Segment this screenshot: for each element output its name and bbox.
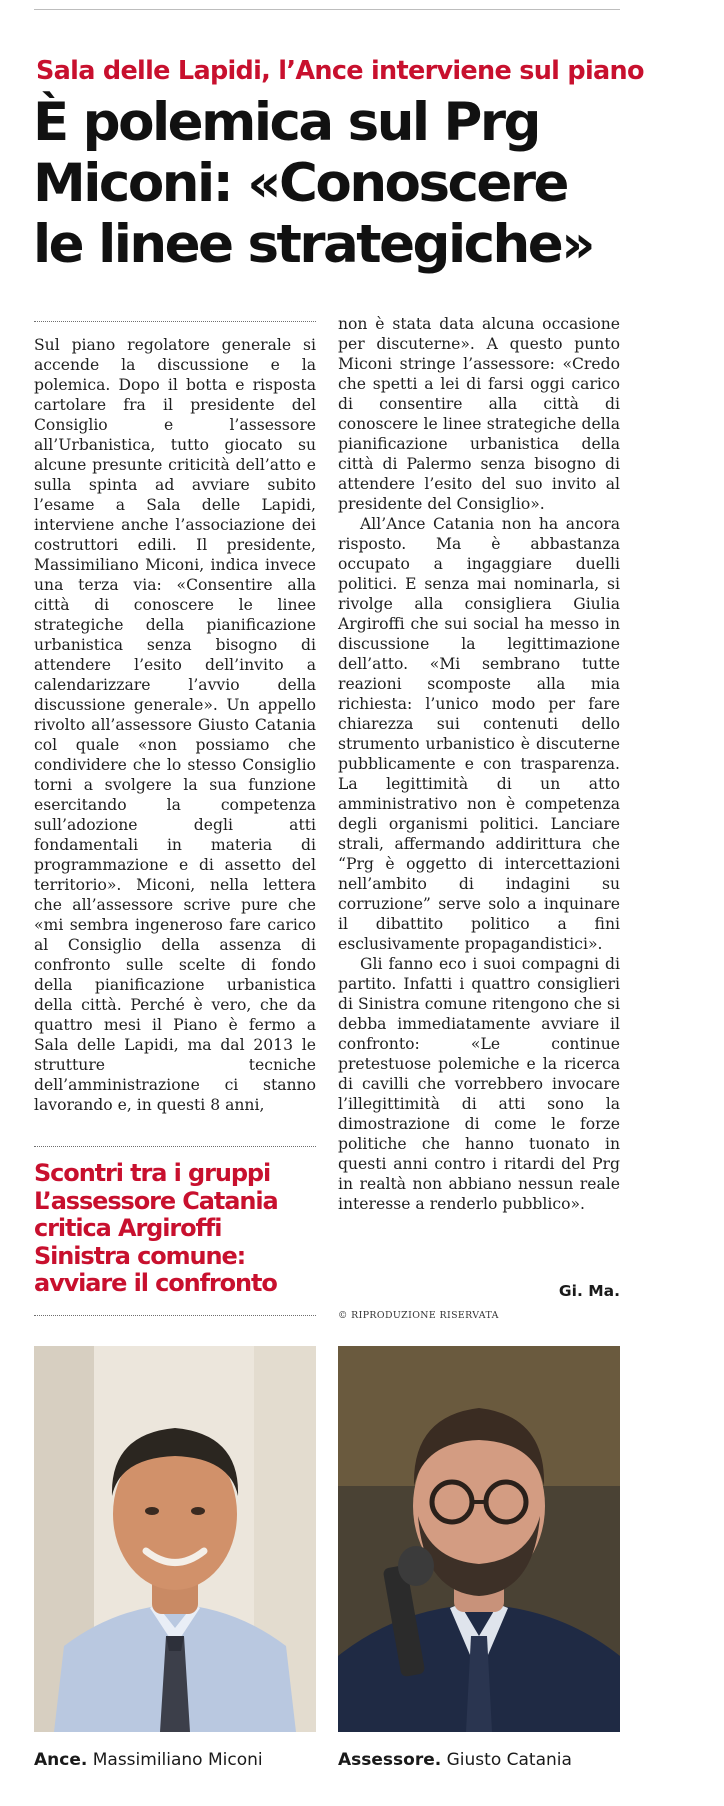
paragraph: Gli fanno eco i suoi compagni di partito. Infatti i quattro consiglieri di Sinistra comune ritengono che si debba immediatamente avviare il confronto: «Le continue pretestuose polemiche e la ricerca di cavilli che vorrebbero invocare l’illegittimità di atti sono la dimostrazione di come le forze politiche che hanno tuonato in questi anni contro i ritardi del Prg in realtà non abbiano nessun reale interesse a renderlo pubblico». [338,955,620,1213]
headline-line-3: le linee strategiche» [33,214,593,275]
photo-caption [34,1750,324,1770]
column-rule-top [34,321,316,322]
photo-giusto-catania [338,1346,620,1732]
caption-text: Giusto Catania [441,1750,572,1770]
pullquote-line: Sinistra comune: [34,1241,246,1270]
caption-label: Assessore. [338,1750,442,1770]
author-signature: Gi. Ma. [558,1282,620,1300]
portrait-illustration [34,1346,316,1732]
article-column-1 [34,335,316,1115]
top-rule [34,9,620,10]
photo-caption [338,1750,628,1770]
pullquote-line: avviare il confronto [34,1269,277,1297]
kicker: Sala delle Lapidi, l’Ance interviene sul piano [36,56,644,86]
pullquote-rule-top [34,1146,316,1147]
pullquote-rule-bottom [34,1315,316,1316]
headline-line-2: Miconi: «Conoscere [33,153,567,214]
pullquote-line: Scontri tra i gruppi [34,1159,271,1187]
paragraph: Sul piano regolatore generale si accende la discussione e la polemica. Dopo il botta e risposta cartolare fra il presidente del Consiglio e l’assessore all’Urbanistica, tutto giocato su alcune presunte criticità dell’atto e sulla spinta ad avviare subito l’esame a Sala delle Lapidi, interviene anche l’associazione dei costruttori edili. Il presidente, Massimiliano Miconi, indica invece una terza via: «Consentire alla città di conoscere le linee strategiche della pianificazione urbanistica senza bisogno di attendere l’esito dell’invito a calendarizzare l’avvio della discussione generale». Un appello rivolto all’assessore Giusto Catania col quale «non possiamo che condividere che lo stesso Consiglio torni a svolgere la sua funzione esercitando la competenza sull’adozione degli atti fondamentali in materia di programmazione e di assetto del territorio». Miconi, nella lettera che all’assessore scrive pure che «mi sembra ingeneroso fare carico al Consiglio della assenza di confronto sulle scelte di fondo della pianificazione urbanistica della città. Perché è vero, che da quattro mesi il Piano è fermo a Sala delle Lapidi, ma dal 2013 le strutture tecniche dell’amministrazione ci stanno lavorando e, in questi 8 anni, [34,336,316,1114]
photo-massimiliano-miconi [34,1346,316,1732]
paragraph: All’Ance Catania non ha ancora risposto. Ma è abbastanza occupato a ingaggiare duelli politici. E senza mai nominarla, si rivolge alla consigliera Giulia Argiroffi che sui social ha messo in discussione la legittimazione dell’atto. «Mi sembrano tutte reazioni scomposte alla mia richiesta: l’unico modo per fare chiarezza sui contenuti dello strumento urbanistico è discuterne pubblicamente e con trasparenza. La legittimità di un atto amministrativo non è competenza degli organismi politici. Lanciare strali, affermando addirittura che “Prg è oggetto di intercettazioni nell’ambito di indagini su corruzione” serve solo a inquinare il dibattito politico a fini esclusivamente propagandistici». [338,515,620,953]
article-column-2 [338,314,620,1214]
caption-label: Ance. [34,1750,88,1770]
caption-text: Massimiliano Miconi [87,1750,263,1770]
headline-line-1: È polemica sul Prg [33,92,539,153]
pullquote [34,1160,320,1298]
portrait-illustration [338,1346,620,1732]
headline [33,92,673,275]
pullquote-line: L’assessore Catania [34,1186,278,1215]
paragraph: non è stata data alcuna occasione per discuterne». A questo punto Miconi stringe l’assessore: «Credo che spetti a lei di farsi oggi carico di consentire alla città di conoscere le linee strategiche della pianificazione urbanistica della città di Palermo senza bisogno di attendere l’esito del suo invito al presidente del Consiglio». [338,315,620,513]
copyright-notice: © RIPRODUZIONE RISERVATA [338,1310,499,1321]
pullquote-line: critica Argiroffi [34,1214,222,1242]
